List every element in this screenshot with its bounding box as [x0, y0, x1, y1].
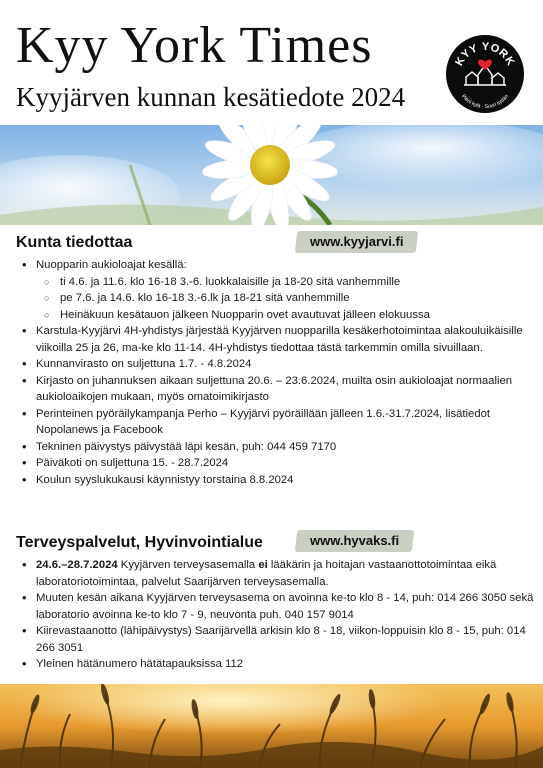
url-hyvaks[interactable]: www.hyvaks.fi: [310, 533, 400, 548]
item-text: Kyyjärven terveysasemalla: [117, 559, 259, 571]
list-item: • Koulun syyslukukausi käynnistyy torstaina 8.8.2024: [16, 472, 536, 489]
terveys-list: [16, 557, 536, 673]
kunta-list: [16, 257, 536, 488]
newsletter-title: Kyy York Times: [16, 17, 373, 74]
sub-list-item: ○ ti 4.6. ja 11.6. klo 16-18 3.-6. luokkalaisille ja 18-20 sitä vanhemmille: [16, 274, 536, 291]
list-item: • Karstula-Kyyjärvi 4H-yhdistys järjestää Kyyjärven nuopparilla kesäkerhotoimintaa alakouluikäisille viikoilla 25 ja 26, ma-ke klo 11-14. 4H-yhdistys tiedottaa tästä tarkemmin omilla sivuillaan.: [16, 323, 536, 356]
list-item: • Muuten kesän aikana Kyyjärven terveysasema on avoinna ke-to klo 8 - 14, puh: 014 266 3050 sekä laboratorio avoinna ke-to klo 7 - 9, neuvonta puh. 040 157 9014: [16, 590, 536, 623]
item-text: lääkärin ja hoitajan vastaanottotoimintaa eikä laboratoriotoimintaa, palvelut Saarijärven terveysasemalla.: [36, 559, 497, 588]
masthead: [0, 0, 543, 125]
emphasis-ei: ei: [258, 559, 268, 571]
url-badge-hyvaks[interactable]: [295, 530, 414, 552]
svg-text:Pieni kylä · Suuri sydän: Pieni kylä · Suuri sydän: [460, 93, 510, 111]
date-range: 24.6.–28.7.2024: [36, 559, 118, 571]
kyy-york-logo: [446, 35, 524, 113]
grass-sunset-banner: [0, 684, 543, 768]
heart-icon: [478, 59, 492, 70]
svg-text:KYY YORK: KYY YORK: [453, 40, 517, 68]
list-item: • Päiväkoti on suljettuna 15. - 28.7.2024: [16, 455, 536, 472]
list-item: • Perinteinen pyöräilykampanja Perho – Kyyjärvi pyöräillään jälleen 1.6.-31.7.2024, lisätiedot Nopolanews ja Facebook: [16, 406, 536, 439]
section-heading-terveys: Terveyspalvelut, Hyvinvointialue: [16, 534, 263, 551]
section-heading-kunta: Kunta tiedottaa: [16, 234, 133, 251]
list-item: • Kirjasto on juhannuksen aikaan suljettuna 20.6. – 23.6.2024, muilta osin aukioloajat normaalien aukioloaikojen mukaan, myös omatoimikirjasto: [16, 373, 536, 406]
sub-list-item: ○ pe 7.6. ja 14.6. klo 16-18 3.-6.lk ja 18-21 sitä vanhemmille: [16, 290, 536, 307]
list-item: • Kiirevastaanotto (lähipäivystys) Saarijärvellä arkisin klo 8 - 18, viikon-loppuisin klo 8 - 15, puh: 014 266 3051: [16, 623, 536, 656]
list-item: • Tekninen päivystys päivystää läpi kesän, puh: 044 459 7170: [16, 439, 536, 456]
daisy-photo-banner: [0, 125, 543, 225]
list-item: • Kunnanvirasto on suljettuna 1.7. - 4.8.2024: [16, 356, 536, 373]
list-item: • Nuopparin aukioloajat kesällä:: [16, 257, 536, 274]
newsletter-subtitle: Kyyjärven kunnan kesätiedote 2024: [16, 82, 406, 112]
sub-list-item: ○ Heinäkuun kesätauon jälkeen Nuopparin ovet avautuvat jälleen elokuussa: [16, 307, 536, 324]
list-item: • Yleinen hätänumero hätätapauksissa 112: [16, 656, 536, 673]
list-item: [16, 557, 536, 590]
url-badge-kyyjarvi[interactable]: [295, 231, 419, 253]
url-kyyjarvi[interactable]: www.kyyjarvi.fi: [310, 234, 404, 249]
